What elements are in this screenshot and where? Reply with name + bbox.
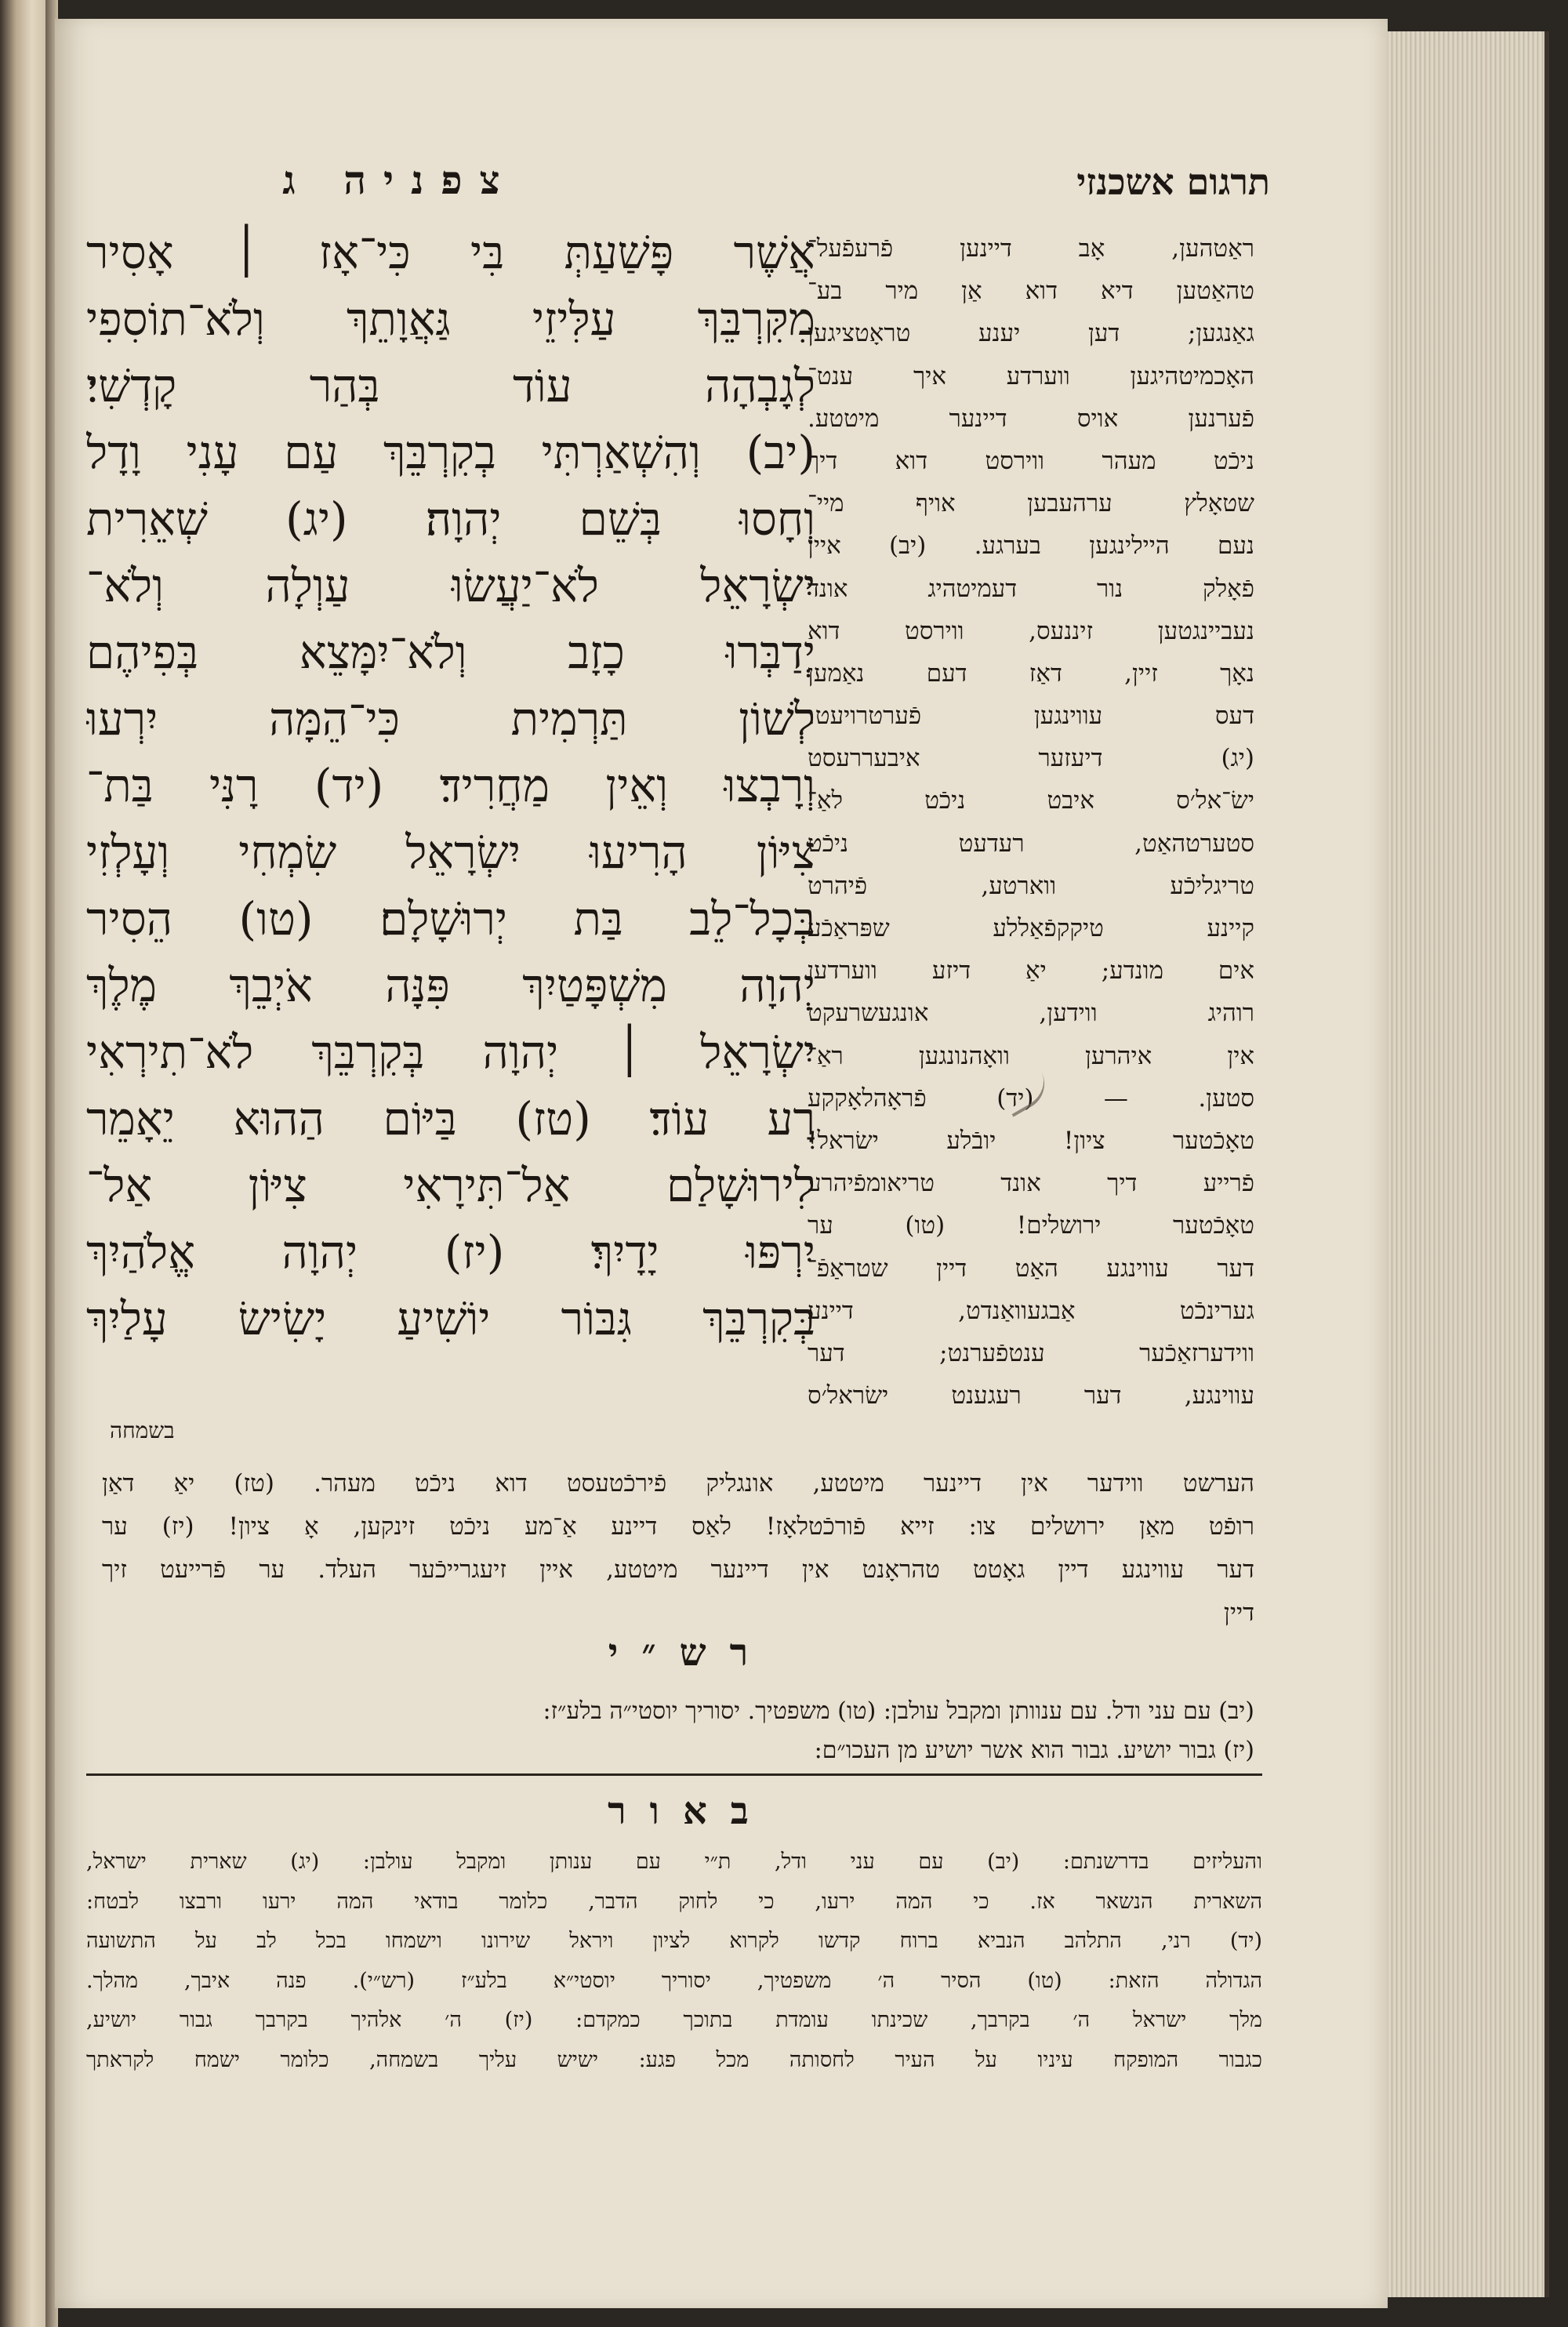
running-header-translation: תרגום אשכנזי [1076, 161, 1270, 203]
main-text-line: יִשְׂרָאֵל ׀ יְהוָה בְּקִרְבֵּךְ לֹא־תִירְאִי [86, 1026, 815, 1079]
translation-line: שטאָלץ ערהעבען אויף מיי־ [808, 489, 1254, 518]
translation-line: דעס עווינגען פֿערטרויעט. [808, 702, 1254, 731]
beur-line: (יד) רני, התלהב הנביא ברוח קדשו לקרוא לציון ויראל שירונו וישמחו בכל לב על התשועה [86, 1929, 1262, 1953]
page-edges-stack [1388, 31, 1549, 2297]
main-text-line: (יב) וְהִשְׁאַרְתִּי בְקִרְבֵּךְ עַם עָנִי וָדָל [86, 426, 815, 479]
beur-line: מלך ישראל ה׳ בקרבך, שכינתו עומדת בתוכך כמקדם: (יז) ה׳ אלהיך בקרבך גבור יושיע, [86, 2008, 1262, 2032]
translation-line: פֿערנען אויס דיינער מיטטע. [808, 404, 1254, 433]
translation-line: נעביינגטען זיננעס, ווירסט דוא [808, 616, 1254, 645]
translation-line: אים מונדע; יאַ דיזע ווערדען [808, 957, 1254, 986]
translation-line: טהאַטען דיא דוא אַן מיר בע־ [808, 277, 1254, 306]
rashi-commentary [157, 1692, 1254, 1770]
translation-line: נעם היילינגען בערגע. (יב) איין [808, 532, 1254, 561]
main-text-line: צִיּוֹן הָרִיעוּ יִשְׂרָאֵל שִׂמְחִי וְעָלְזִי [86, 826, 815, 879]
main-text-line: מִקִּרְבֵּךְ עַלִּיזֵי גַּאֲוָתֵךְ וְלֹא־תוֹסִפִי [86, 292, 815, 346]
translation-line: דער עווינגע האַט דיין שטראַפֿ־ [808, 1254, 1254, 1283]
left-page-edge [0, 0, 45, 2327]
translation-line: גערינכֿט אַבגעוואַנדט, דיינע [808, 1296, 1254, 1325]
beur-commentary [86, 1842, 1262, 2080]
rashi-line: (יז) גבור יושיע. גבור הוא אשר יושיע מן העכו״ם: [814, 1737, 1254, 1764]
translation-line: (יג) דיעזער איבעררעסט [808, 744, 1254, 773]
translation-line: אין איהרען וואָהנונגען ראַ־ [808, 1041, 1254, 1070]
rashi-heading: רש״י [608, 1631, 772, 1675]
main-text-line: בְּקִרְבֵּךְ גִּבּוֹר יוֹשִׁיעַ יָשִׂישׂ עָלַיִךְ [86, 1292, 815, 1345]
translation-line: פֿרייע דיך אונד טריאומפֿיהרע [808, 1169, 1254, 1198]
translation-line: פֿאָלק נור דעמיטהיג אונד [808, 574, 1254, 603]
translation-line: טאָכֿטער ציון! יובֿלע ישׂראל! [808, 1126, 1254, 1155]
translation-line: נאָך זיין, דאַז דעם נאַמען [808, 659, 1254, 688]
main-text-line: לְגָבְהָה עוֹד בְּהַר קָדְשִׁי׃ [86, 359, 815, 412]
main-text-line: וְחָסוּ בְּשֵׁם יְהוָה׃ (יג) שְׁאֵרִית [86, 492, 815, 546]
translation-line: עווינגע, דער רעגענט ישׂראל׳ס [808, 1381, 1254, 1410]
translation-line: דער עווינגע דיין גאָטט טהראָנט אין דיינער מיטטע, איין זיעגרייכֿער העלד. ער פֿרייעט זיך [102, 1556, 1254, 1584]
main-text-line: יִרְפּוּ יָדָיִךְ׃ (יז) יְהוָה אֱלֹהַיִךְ [86, 1225, 815, 1279]
main-text-line: יְדַבְּרוּ כָזָב וְלֹא־יִמָּצֵא בְּפִיהֶם [86, 626, 815, 679]
main-text-line: רָע עוֹד׃ (טז) בַּיּוֹם הַהוּא יֵאָמֵר [86, 1092, 815, 1145]
translation-line: דיין [1223, 1599, 1254, 1627]
translation-line: סטערטהאַט, רעדעט ניכֿט [808, 829, 1254, 858]
translation-continuation [102, 1462, 1254, 1635]
translation-line: קיינע טיקקפֿאַללע שפּראַכֿע [808, 914, 1254, 942]
translation-line: טריגליכֿע ווארטע, פֿיהרט [808, 871, 1254, 900]
section-divider [86, 1773, 1262, 1776]
main-text-line: וְרָבְצוּ וְאֵין מַחֲרִיד׃ (יד) רָנִּי בַּת־ [86, 759, 815, 812]
main-text-line: לִירוּשָׁלַם אַל־תִּירָאִי צִיּוֹן אַל־ [86, 1159, 815, 1212]
translation-line: האָכמיטהיגען ווערדע איך ענט־ [808, 361, 1254, 390]
beur-line: הגדולה הזאת: (טו) הסיר ה׳ משפטיך, יסוריך יוסטי״א בלע״ז (רש״י). פנה איבך, מהלך. [86, 1968, 1262, 1993]
translation-line: סטען. — (יד) פֿראָהלאָקקע [808, 1084, 1254, 1113]
translation-line: ניכֿט מעהר ווירסט דוא דיך [808, 446, 1254, 475]
translation-column [808, 227, 1254, 1417]
beur-line: כגבור המופקח עיניו על העיר לחסותה מכל פגע: ישיש עליך בשמחה, כלומר ישמח לקראתך [86, 2047, 1262, 2072]
translation-line: גאַנגען; דען יענע טראָטציגען [808, 319, 1254, 348]
main-text-line: לְשׁוֹן תַּרְמִית כִּי־הֵמָּה יִרְעוּ [86, 692, 815, 746]
main-hebrew-text [86, 220, 815, 1352]
running-header-book: צפניה ג [282, 157, 517, 203]
translation-line: ישׂ־אל׳ס איבט ניכֿט לאַ־ [808, 786, 1254, 815]
translation-line: ווידערזאַכֿער ענטפֿערנט; דער [808, 1338, 1254, 1367]
translation-line: טאָכֿטער ירושלים! (טו) ער [808, 1211, 1254, 1240]
beur-heading: באור [608, 1789, 772, 1833]
main-text-line: יִשְׂרָאֵל לֹא־יַעֲשׂוּ עַוְלָה וְלֹא־ [86, 559, 815, 612]
beur-line: והעליזים בדרשנתם: (יב) עם עני ודל, ת״י עם ענותן ומקבל עולבן: (יג) שארית ישראל, [86, 1850, 1262, 1874]
main-text-line: יְהוָה מִשְׁפָּטַיִךְ פִּנָּה אֹיְבֵךְ מֶלֶךְ [86, 959, 815, 1012]
translation-line: הערשט ווידער אין דיינער מיטטע, אונגליק פֿירכֿטעסט דוא ניכֿט מעהר. (טז) יאַ דאַן [102, 1469, 1254, 1497]
translation-line: ראַטהען, אָב דיינען פֿרעפֿעל־ [808, 234, 1254, 263]
main-text-line: בְּכָל־לֵב בַּת יְרוּשָׁלָם׃ (טו) הֵסִיר [86, 892, 815, 946]
beur-line: השארית הנשאר אז. כי המה ירעו, כי לחוק הדבר, כלומר בודאי המה ירעו ורבצו לבטח: [86, 1889, 1262, 1914]
rashi-line: (יב) עם עני ודל. עם ענוותן ומקבל עולבן: (טו) משפטיך. יסוריך יוסטי״ה בלע״ז: [543, 1697, 1254, 1725]
main-text-line: אֲשֶׁר פָּשַׁעַתְּ בִּי כִּי־אָז ׀ אָסִיר [86, 226, 815, 279]
translation-line: רוהיג ווידען, אונגעשרעקט [808, 999, 1254, 1028]
catchword: בשמחה [110, 1418, 175, 1443]
translation-line: רופֿט מאַן ירושלים צו: זייא פֿורכֿטלאָז! לאַס דיינע אַ־מע ניכֿט זינקען, אָ ציון! (יז) ער [102, 1512, 1254, 1541]
